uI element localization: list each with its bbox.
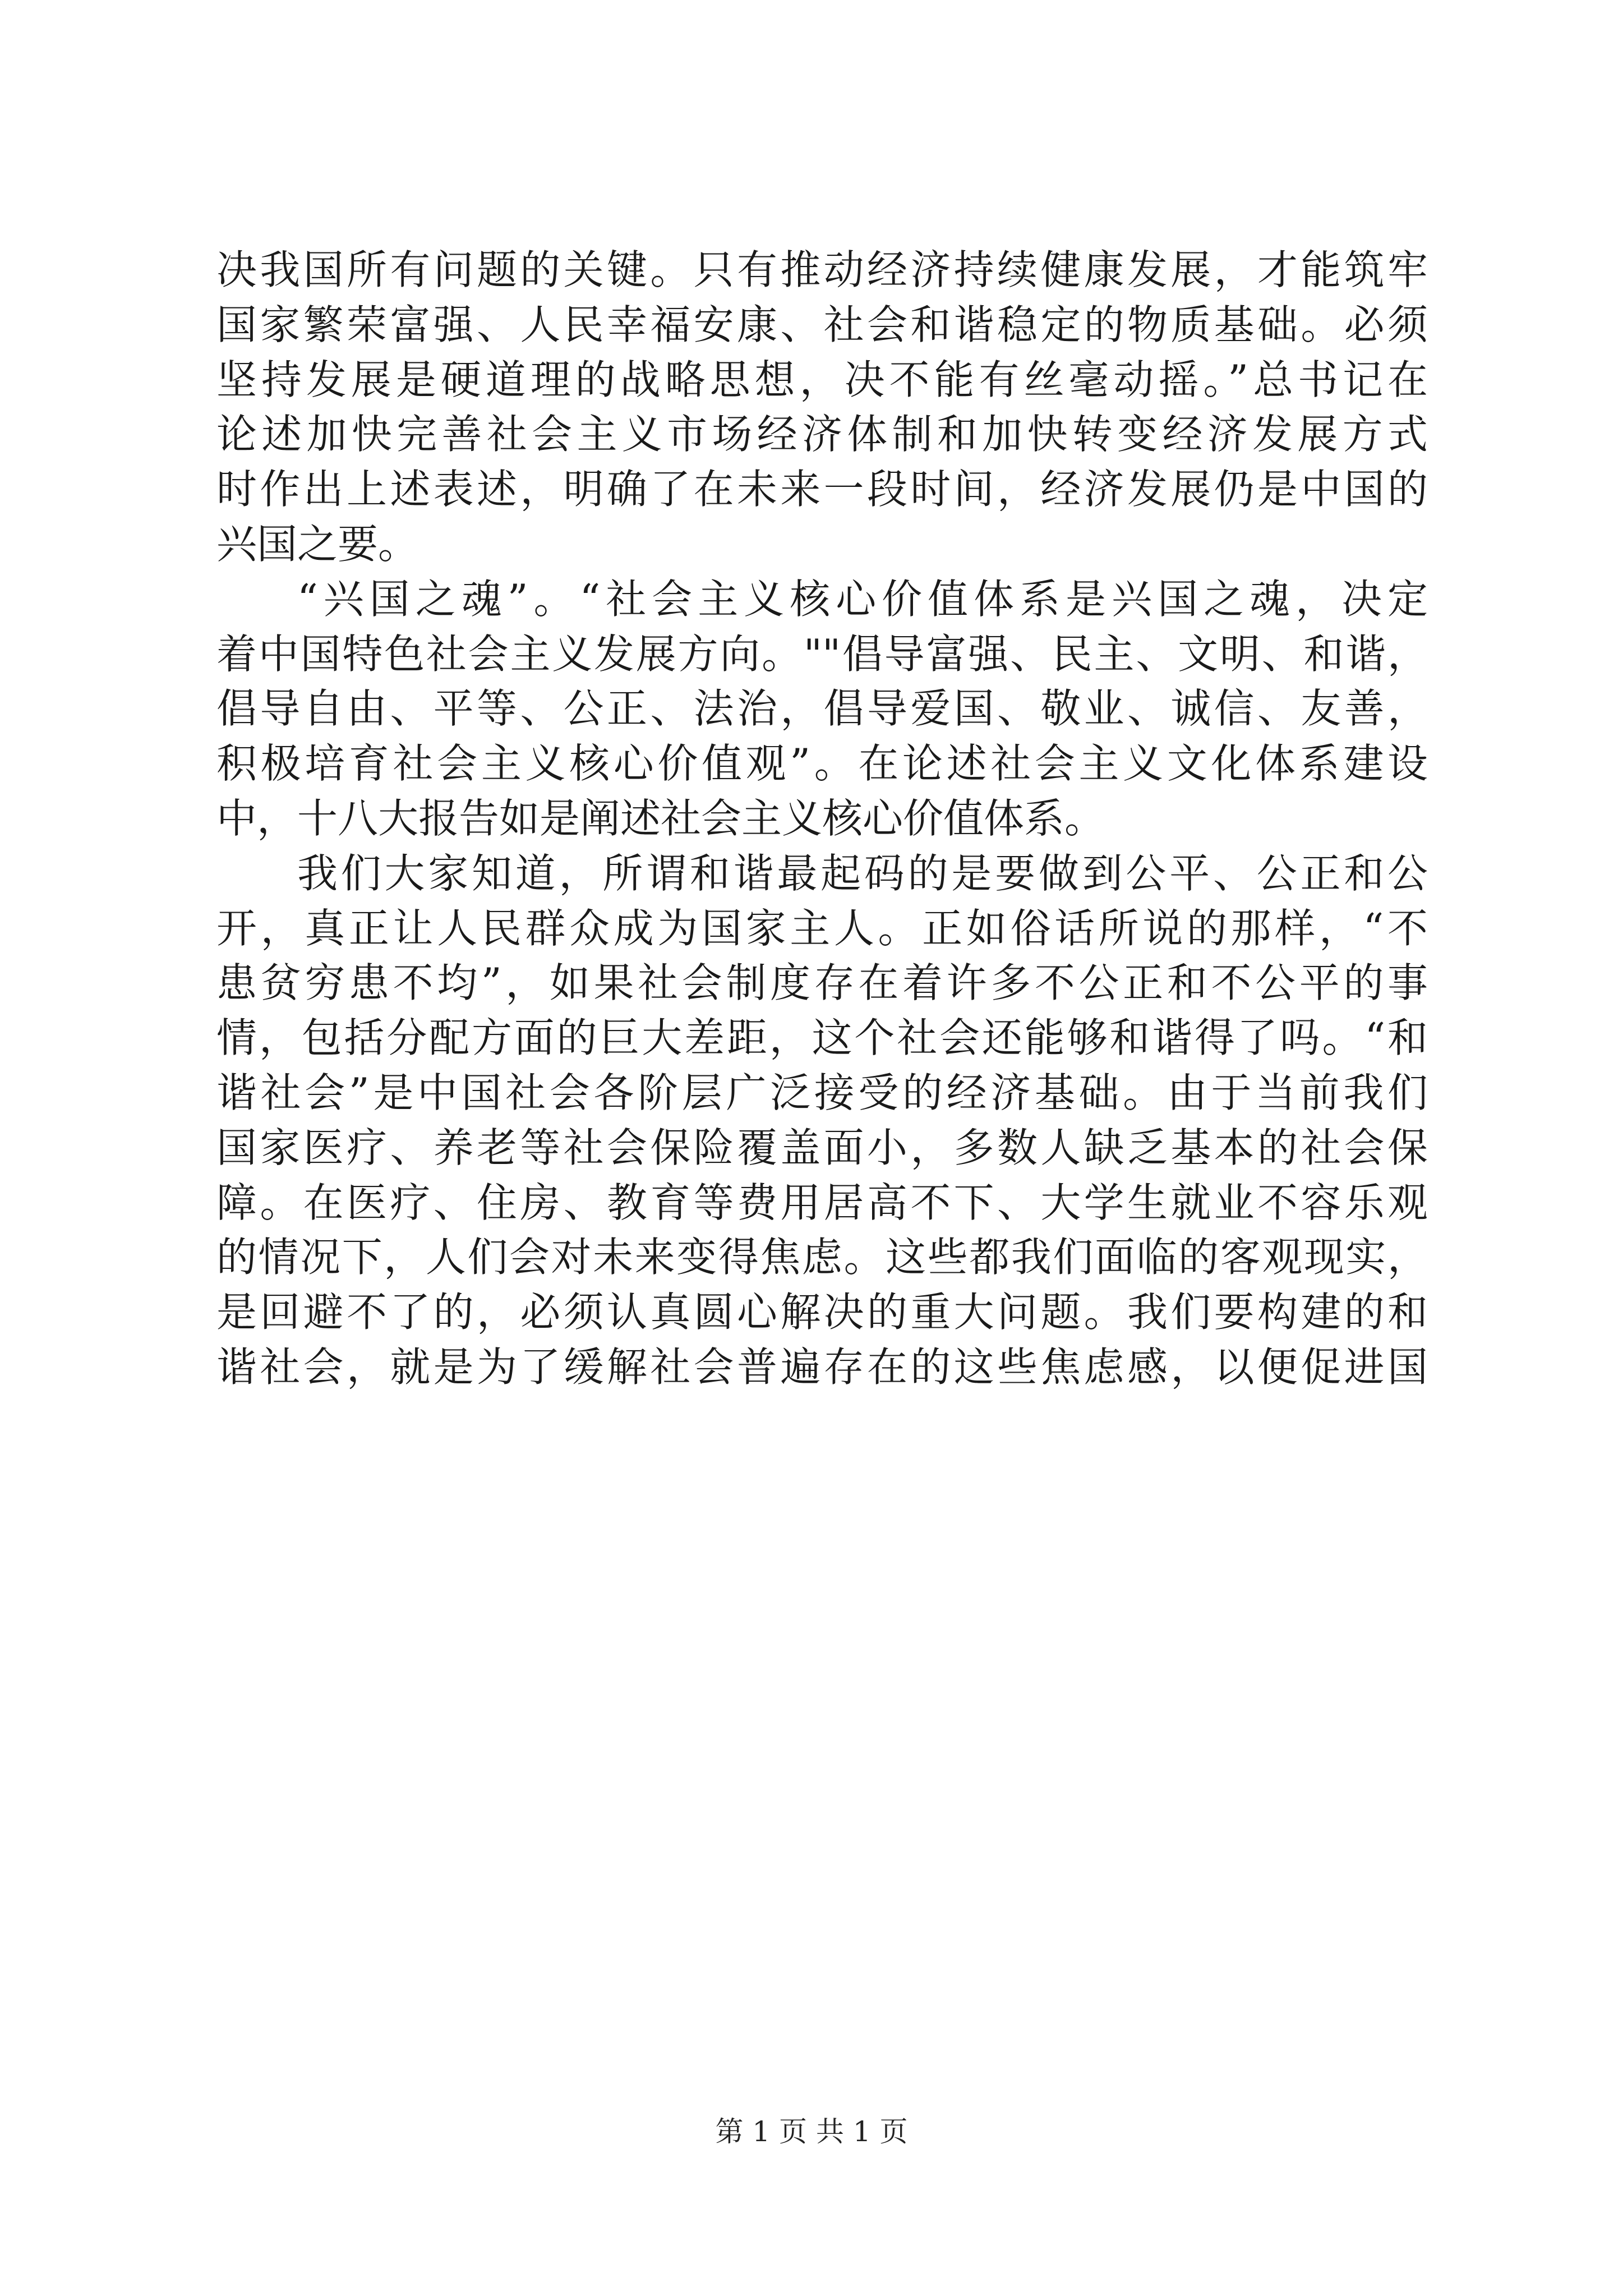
text-line: 兴国之要。 (216, 520, 419, 568)
text-line: 论述加快完善社会主义市场经济体制和加快转变经济发展方式 (216, 411, 1428, 458)
text-line: 中，十八大报告如是阐述社会主义核心价值体系。 (216, 794, 1105, 842)
text-line: 的情况下，人们会对未来变得焦虑。这些都我们面临的客观现实， (216, 1234, 1428, 1281)
text-line: 倡导自由、平等、公正、法治，倡导爱国、敬业、诚信、友善， (216, 685, 1428, 733)
text-line: 决我国所有问题的关键。只有推动经济持续健康发展，才能筑牢 (216, 246, 1428, 293)
text-line: 谐社会”是中国社会各阶层广泛接受的经济基础。由于当前我们 (216, 1069, 1428, 1116)
text-line: 障。在医疗、住房、教育等费用居高不下、大学生就业不容乐观 (216, 1179, 1428, 1226)
text-line: 积极培育社会主义核心价值观”。在论述社会主义文化体系建设 (216, 740, 1428, 788)
text-line: 着中国特色社会主义发展方向。""倡导富强、民主、文明、和谐， (216, 630, 1428, 678)
text-line: “兴国之魂”。“社会主义核心价值体系是兴国之魂，决定 (297, 575, 1428, 623)
text-line: 时作出上述表述，明确了在未来一段时间，经济发展仍是中国的 (216, 466, 1428, 513)
text-line: 国家繁荣富强、人民幸福安康、社会和谐稳定的物质基础。必须 (216, 301, 1428, 348)
text-line: 谐社会，就是为了缓解社会普遍存在的这些焦虑感，以便促进国 (216, 1343, 1428, 1391)
text-line: 情，包括分配方面的巨大差距，这个社会还能够和谐得了吗。“和 (216, 1014, 1428, 1062)
page-footer: 第 1 页 共 1 页 (715, 2115, 908, 2148)
text-line: 开，真正让人民群众成为国家主人。正如俗话所说的那样，“不 (216, 904, 1428, 952)
text-line: 我们大家知道，所谓和谐最起码的是要做到公平、公正和公 (297, 849, 1428, 897)
text-line: 是回避不了的，必须认真圆心解决的重大问题。我们要构建的和 (216, 1289, 1428, 1336)
text-line: 坚持发展是硬道理的战略思想，决不能有丝毫动摇。”总书记在 (216, 356, 1428, 403)
text-line: 患贫穷患不均”，如果社会制度存在着许多不公正和不公平的事 (216, 959, 1428, 1007)
text-line: 国家医疗、养老等社会保险覆盖面小，多数人缺乏基本的社会保 (216, 1124, 1428, 1171)
document-body (216, 247, 1428, 1399)
